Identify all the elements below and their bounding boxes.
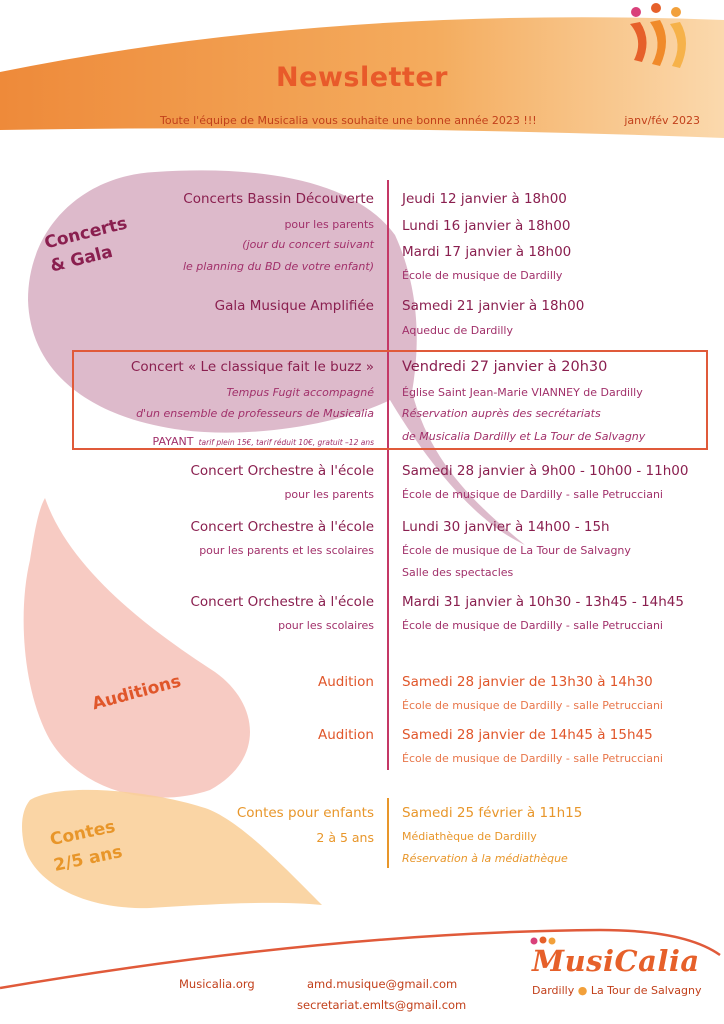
event-orch1-title: Concert Orchestre à l'école <box>190 463 374 479</box>
footer-email-secretariat[interactable]: secretariat.emlts@gmail.com <box>297 998 467 1012</box>
new-year-greeting: Toute l'équipe de Musicalia vous souhaite une bonne année 2023 !!! <box>160 114 537 127</box>
event-contes-age: 2 à 5 ans <box>316 830 374 845</box>
event-contes-reservation: Réservation à la médiathèque <box>402 852 568 865</box>
event-classique-reservation1: Réservation auprès des secrétariats <box>402 407 601 420</box>
logo-tag-tour: La Tour de Salvagny <box>590 984 702 997</box>
footer-website-link[interactable]: Musicalia.org <box>179 977 255 991</box>
event-classique-place: Église Saint Jean-Marie VIANNEY de Dardilly <box>402 386 643 399</box>
event-bassin-note2: le planning du BD de votre enfant) <box>182 260 374 273</box>
event-orch2-date: Lundi 30 janvier à 14h00 - 15h <box>402 519 610 535</box>
event-gala-place: Aqueduc de Dardilly <box>402 324 513 337</box>
event-classique-performer: Tempus Fugit accompagné <box>226 386 374 399</box>
event-gala-title: Gala Musique Amplifiée <box>214 298 374 314</box>
event-bassin-audience: pour les parents <box>284 218 374 231</box>
category-concerts-gala: Concerts & Gala <box>42 213 130 277</box>
category-auditions: Auditions <box>90 671 184 715</box>
auditions-bubble <box>24 498 250 798</box>
event-bassin-date2: Lundi 16 janvier à 18h00 <box>402 218 571 234</box>
footer-email-musique[interactable]: amd.musique@gmail.com <box>307 977 458 991</box>
event-audition2-place: École de musique de Dardilly - salle Petrucciani <box>402 752 663 765</box>
event-bassin-place: École de musique de Dardilly <box>402 269 563 282</box>
event-classique-reservation2: de Musicalia Dardilly et La Tour de Salvagny <box>402 430 646 443</box>
event-contes-title: Contes pour enfants <box>236 805 374 821</box>
event-classique-title: Concert « Le classique fait le buzz » <box>130 359 374 375</box>
musicalia-logo <box>528 930 718 1000</box>
event-bassin-date3: Mardi 17 janvier à 18h00 <box>402 244 572 260</box>
event-audition1-place: École de musique de Dardilly - salle Petrucciani <box>402 699 663 712</box>
page-title: Newsletter <box>276 62 448 93</box>
event-orch3-date: Mardi 31 janvier à 10h30 - 13h45 - 14h45 <box>402 594 684 610</box>
event-classique-date: Vendredi 27 janvier à 20h30 <box>402 359 608 375</box>
event-audition1-title: Audition <box>318 674 374 690</box>
event-orch1-place: École de musique de Dardilly - salle Petrucciani <box>402 488 663 501</box>
event-classique-tarifs: tarif plein 15€, tarif réduit 10€, gratuit –12 ans <box>198 438 374 447</box>
logo-dot-icon: ● <box>577 984 588 997</box>
event-orch3-audience: pour les scolaires <box>278 619 374 632</box>
event-orch2-place: École de musique de La Tour de Salvagny <box>402 544 631 557</box>
event-orch1-audience: pour les parents <box>284 488 374 501</box>
event-bassin-date1: Jeudi 12 janvier à 18h00 <box>402 191 567 207</box>
event-contes-place: Médiathèque de Dardilly <box>402 830 537 843</box>
event-gala-date: Samedi 21 janvier à 18h00 <box>402 298 585 314</box>
event-audition2-date: Samedi 28 janvier de 14h45 à 15h45 <box>402 727 653 743</box>
event-audition2-title: Audition <box>318 727 374 743</box>
logo-wordmark: MusiCalia <box>532 944 700 978</box>
event-classique-pricing <box>153 430 374 449</box>
event-orch2-audience: pour les parents et les scolaires <box>199 544 374 557</box>
event-bassin-note1: (jour du concert suivant <box>242 238 374 251</box>
event-classique-ensemble: d'un ensemble de professeurs de Musicalia <box>136 407 374 420</box>
divider-contes <box>387 798 389 868</box>
category-contes: Contes 2/5 ans <box>48 816 125 876</box>
event-orch2-title: Concert Orchestre à l'école <box>190 519 374 535</box>
event-orch1-date: Samedi 28 janvier à 9h00 - 10h00 - 11h00 <box>402 463 689 479</box>
event-bassin-title: Concerts Bassin Découverte <box>183 191 374 207</box>
logo-tagline <box>532 984 702 997</box>
event-contes-date: Samedi 25 février à 11h15 <box>402 805 583 821</box>
event-orch3-title: Concert Orchestre à l'école <box>190 594 374 610</box>
event-orch3-place: École de musique de Dardilly - salle Petrucciani <box>402 619 663 632</box>
event-classique-payant: PAYANT <box>152 435 194 448</box>
logo-tag-dardilly: Dardilly <box>532 984 575 997</box>
event-orch2-room: Salle des spectacles <box>402 566 514 579</box>
divider-concerts <box>387 180 389 770</box>
issue-date: janv/fév 2023 <box>624 114 700 127</box>
event-audition1-date: Samedi 28 janvier de 13h30 à 14h30 <box>402 674 653 690</box>
header-figures-icon <box>630 3 686 68</box>
